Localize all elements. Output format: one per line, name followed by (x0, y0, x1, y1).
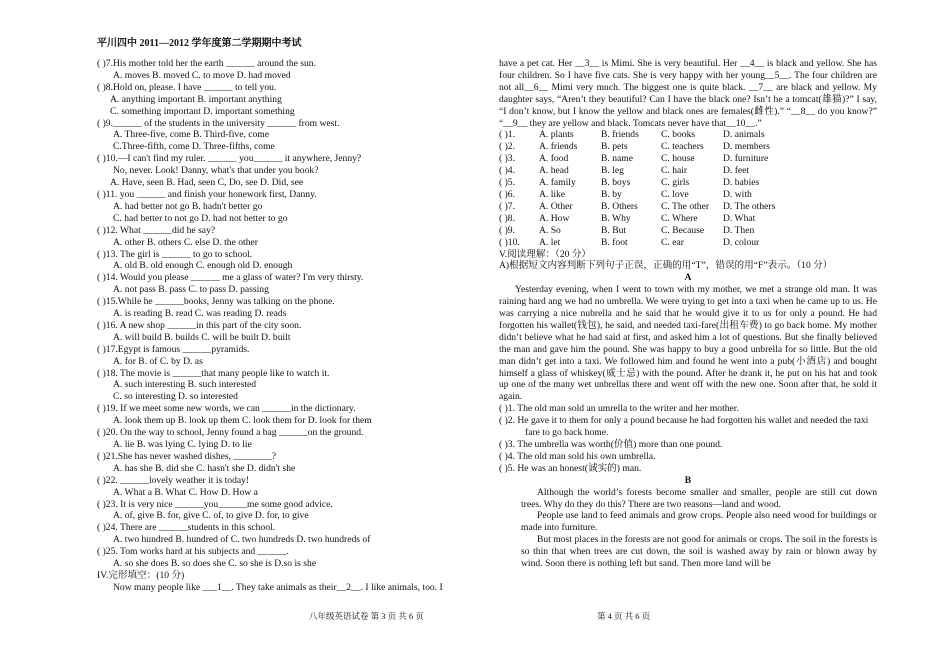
answer-options: A. is reading B. read C. was reading D. reads (113, 308, 287, 320)
passage-b-title: B (684, 474, 692, 486)
question-item: ( )18. The movie is ______that many people like to watch it. (97, 367, 330, 379)
question-item: ( )9.______ of the students in the university ______ from west. (97, 117, 340, 129)
tf-statement: ( )3. The umbrella was worth(价值) more than one pound. (499, 439, 723, 450)
cloze-option: C. teachers (661, 141, 704, 153)
cloze-option: C. love (661, 188, 689, 200)
exam-header: 平川四中 2011—2012 学年度第二学期期中考试 (97, 38, 302, 49)
answer-options: A. old B. old enough C. enough old D. enough (113, 260, 293, 272)
cloze-option: C. The other (661, 200, 710, 212)
passage-b-paragraph: But most places in the forests are not good for animals or crops. The soil in the forests is so thin that when trees are cut down, the soil is washed away by rain or blown away by wind. Soon there is nothing left but sand. Then more land will be (521, 534, 877, 570)
cloze-option: A. family (539, 177, 576, 189)
right-column (499, 58, 877, 570)
cloze-option-row (499, 153, 877, 165)
answer-options: A. other B. others C. else D. the other (113, 236, 258, 248)
cloze-option-row (499, 165, 877, 177)
cloze-option: B. foot (601, 236, 628, 248)
cloze-option: B. by (601, 188, 622, 200)
tf-statement: ( )5. He was an honest(诚实的) man. (499, 462, 642, 474)
cloze-option: A. plants (539, 129, 574, 141)
question-item: ( )20. On the way to school, Jenny found a bag ______on the ground. (97, 427, 364, 439)
cloze-option: B. pets (601, 141, 628, 153)
cloze-option: D. What (723, 212, 756, 224)
cloze-option: D. with (723, 188, 752, 200)
cloze-option: A. head (539, 165, 569, 177)
cloze-option: B. But (601, 224, 627, 236)
answer-options: C.Three-fifth, come D. Three-fifths, come (113, 141, 275, 153)
answer-options: A. What a B. What C. How D. How a (113, 486, 258, 498)
cloze-option: B. friends (601, 129, 639, 141)
answer-options: A. two hundred B. hundred of C. two hundreds D. two hundreds of (113, 534, 371, 546)
cloze-option: A. So (539, 224, 561, 236)
cloze-number: ( )3. (499, 153, 515, 165)
cloze-options (499, 129, 877, 248)
answer-options: No, never. Look! Danny, what's that under you book? (113, 165, 319, 177)
cloze-option-row (499, 201, 877, 213)
cloze-passage: Now many people like ___1__. They take animals as their__2__. I like animals, too. I (113, 581, 443, 593)
question-item: ( )19. If we meet some new words, we can ______in the dictionary. (97, 403, 356, 415)
answer-options: A. lie B. was lying C. lying D. to lie (113, 439, 252, 450)
question-item: ( )22. ______lovely weather it is today! (97, 474, 250, 486)
answer-options: A. Three-five, come B. Third-five, come (113, 129, 270, 141)
question-item: ( )17.Egypt is famous ______pyramids. (97, 343, 250, 355)
tf-statement: ( )4. The old man sold his own umbrella. (499, 450, 656, 462)
passage-b-paragraph: People use land to feed animals and grow crops. People also need wood for buildings or made into furniture. (521, 510, 877, 534)
cloze-number: ( )4. (499, 165, 515, 177)
question-item: ( )21.She has never washed dishes, ________? (97, 450, 277, 462)
cloze-option: A. How (539, 212, 570, 224)
tf-statement: ( )1. The old man sold an umrella to the writer and her mother. (499, 403, 739, 415)
cloze-option: D. furniture (723, 153, 769, 165)
cloze-option: A. food (539, 153, 569, 165)
question-item: ( )25. Tom works hard at his subjects and ______. (97, 546, 289, 558)
cloze-option: A. friends (539, 141, 578, 153)
true-false-questions (499, 403, 877, 474)
answer-options: A. had better not go B. hadn't better go (113, 200, 263, 212)
cloze-number: ( )10. (499, 236, 520, 248)
answer-options: A. of, give B. for, give C. of, to give D. for, to give (113, 510, 309, 522)
cloze-option: C. ear (661, 236, 684, 248)
cloze-option: D. colour (723, 236, 760, 248)
cloze-number: ( )6. (499, 188, 515, 200)
answer-options: A. anything important B. important anything (110, 93, 282, 105)
cloze-option: D. members (723, 141, 770, 153)
cloze-option-row (499, 213, 877, 225)
question-item: ( )24. There are ______students in this school. (97, 522, 276, 534)
answer-options: A. so she does B. so does she C. so she is D.so is she (113, 558, 317, 570)
cloze-option: B. boys (601, 177, 631, 189)
cloze-number: ( )1. (499, 129, 515, 141)
answer-options: A. for B. of C. by D. as (113, 355, 203, 367)
cloze-option: A. Other (539, 200, 573, 212)
passage-a: Yesterday evening, when I went to town with my mother, we met a strange old man. It was raining hard ang we had no umbrella. We were trying to get into a taxi when he came up to us. He was carrying a nice nubrella and he said that he would give it to us for only a pound. He had forgotten his wallet(钱包), he said, and needed taxi-fare(出租车费) to go back home. My mother didn’t believe what he had said at first, and asked him a lot of questions. But she finally believed the man and gave him the pound. She was happy to buy a good unbrella for so little. But the old man didn’t get into a taxi. We followed him and found he went into a pub(小酒店) and bought himself a glass of whiskey(威士忌) with the pound. After he drank it, he put on his hat and took up one of the many wet unbrellas there and went off with the new one. Soon after that, he sold it again. (499, 284, 877, 403)
cloze-option: D. The others (723, 200, 776, 212)
reading-instruction: A)根据短文内容判断下列句子正误，正确的用“T”，错误的用“F”表示。（10 分） (499, 260, 833, 272)
question-item: ( )12. What ______did he say? (97, 224, 216, 236)
tf-statement: ( )2. He gave it to them for only a pound because he had forgotten his wallet and needed the taxi fare to go back home. (499, 415, 869, 439)
question-item: ( )14. Would you please ______ me a glass of water? I'm very thirsty. (97, 272, 364, 284)
question-item: ( )23. It is very nice ______you______me some good advice. (97, 498, 333, 510)
cloze-option: B. name (601, 153, 633, 165)
answer-options: A. not pass B. pass C. to pass D. passing (113, 284, 269, 296)
answer-options: C. something important D. important something (110, 105, 295, 117)
passage-a-title: A (684, 272, 692, 284)
cloze-number: ( )2. (499, 141, 515, 153)
cloze-option: C. house (661, 153, 695, 165)
passage-b (499, 487, 877, 570)
cloze-number: ( )5. (499, 177, 515, 189)
answer-options: A. has she B. did she C. hasn't she D. didn't she (113, 462, 296, 474)
cloze-option-row (499, 225, 877, 237)
answer-options: A. moves B. moved C. to move D. had moved (113, 69, 291, 81)
cloze-option: D. animals (723, 129, 765, 141)
question-item: ( )16. A new shop ______in this part of the city soon. (97, 319, 302, 331)
cloze-option-row (499, 189, 877, 201)
cloze-option-row (499, 129, 877, 141)
cloze-option: C. Where (661, 212, 698, 224)
answer-options: A. look them up B. look up them C. look them for D. look for them (113, 415, 372, 427)
section-title: IV.完形填空：(10 分) (97, 569, 185, 581)
question-item: ( )8.Hold on, please. I have ______ to tell you. (97, 81, 277, 93)
answer-options: A. such interesting B. such interested (113, 379, 257, 391)
cloze-option: C. Because (661, 224, 705, 236)
question-item: ( )13. The girl is ______ to go to school. (97, 248, 253, 260)
cloze-passage-continued: have a pet cat. Her __3__ is Mimi. She is very beautiful. Her __4__ is black and yellow. She has four children. So I have five cats. She is very happy with her young__5__. The four children are not all__6__ Mimi very much. The biggest one is quite black. __7__ are black and yellow. My daughter says, “Aren’t they beautiful? Can I have the black one? Isn’t he a tomcat(雄猫)?” I say, “I don’t know, but I know the yellow and black ones are females(雌性).” “__8__ do you know?” “__9__ they are yellow and black. Tomcats never have that__10__.” (499, 58, 877, 129)
question-item: ( )7.His mother told her the earth ______ around the sun. (97, 58, 317, 69)
question-item: ( )10.—I can't find my ruler. ______ you______ it anywhere, Jenny? (97, 153, 362, 165)
cloze-option: D. babies (723, 177, 760, 189)
footer-left: 八年级英语试卷 第 3 页 共 6 页 (309, 611, 424, 621)
question-item: ( )15.While he ______books, Jenny was talking on the phone. (97, 296, 335, 308)
answer-options: A. Have, seen B. Had, seen C, Do, see D. Did, see (110, 177, 304, 189)
cloze-number: ( )8. (499, 212, 515, 224)
question-item: ( )11. you ______ and finish your honework first, Danny. (97, 188, 317, 200)
cloze-option: B. Why (601, 212, 631, 224)
passage-b-paragraph: Although the world’s forests become smaller and smaller, people are still cut down trees. Why do they do this? There are two reasons—land and wood. (521, 486, 877, 510)
answer-options: C. so interesting D. so interested (113, 391, 238, 403)
cloze-option: A. let (539, 236, 561, 248)
answer-options: C. had better to not go D. had not better to go (113, 212, 288, 224)
cloze-option-row (499, 177, 877, 189)
cloze-option: C. girls (661, 177, 690, 189)
cloze-option: B. Others (601, 200, 638, 212)
answer-options: A. will build B. builds C. will be built D. built (113, 331, 291, 343)
cloze-option-row (499, 141, 877, 153)
cloze-number: ( )9. (499, 224, 515, 236)
cloze-option: C. books (661, 129, 696, 141)
cloze-option: D. feet (723, 165, 750, 177)
cloze-option: B. leg (601, 165, 624, 177)
footer-right: 第 4 页 共 6 页 (597, 611, 651, 621)
cloze-option: A. like (539, 188, 566, 200)
cloze-option: D. Then (723, 224, 755, 236)
cloze-option: C. hair (661, 165, 688, 177)
reading-section-title: V.阅读理解：（20 分） (499, 248, 592, 260)
cloze-option-row (499, 237, 877, 249)
cloze-number: ( )7. (499, 200, 515, 212)
left-column (97, 58, 475, 594)
